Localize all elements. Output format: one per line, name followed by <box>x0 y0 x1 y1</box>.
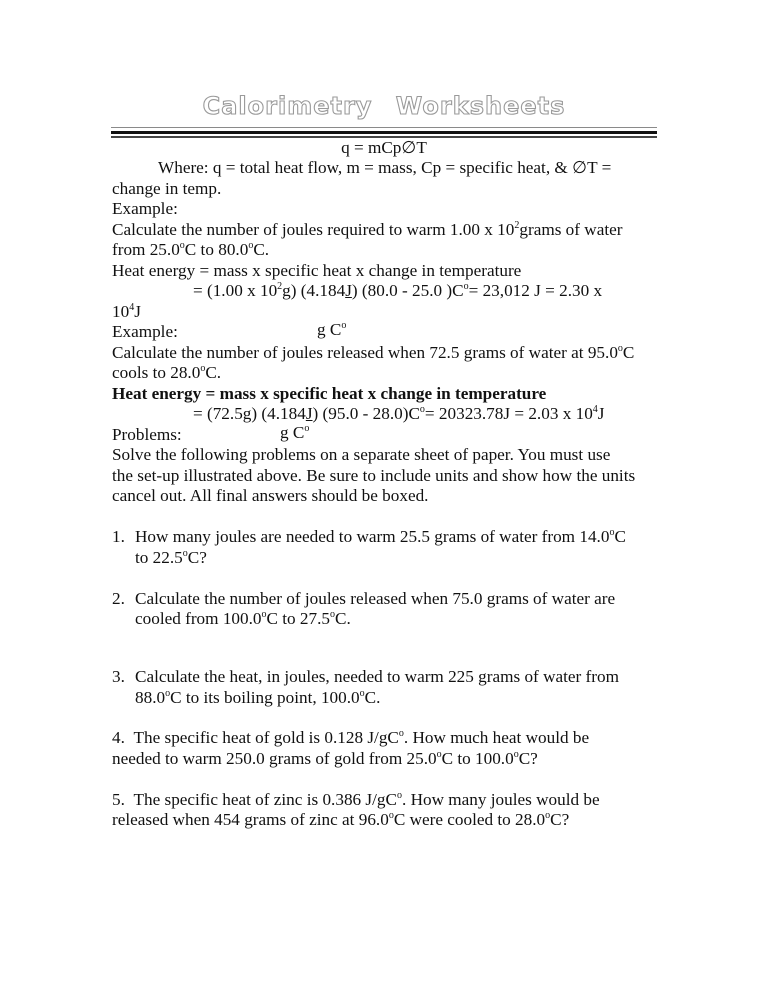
degree-sup: o <box>341 320 347 331</box>
text: released when 454 grams of zinc at 96.0 <box>112 810 389 829</box>
divider-thick <box>111 131 657 134</box>
text: C. <box>205 363 222 382</box>
text: cools to 28.0 <box>112 363 201 382</box>
text: needed to warm 250.0 grams of gold from 25.0 <box>112 748 437 768</box>
text: How many joules are needed to warm 25.5 grams of water from 14.0 <box>135 527 610 546</box>
text: . How much heat would be <box>403 728 590 747</box>
degree-sup: o <box>388 810 394 821</box>
example-1-setup: Heat energy = mass x specific heat x change in temperature <box>112 260 522 280</box>
degree-sup: o <box>436 748 442 760</box>
problem-text-line-1 <box>112 728 589 748</box>
degree-sup: o <box>182 547 188 559</box>
degree-sup: o <box>304 423 310 434</box>
problem-text-line-2 <box>112 810 569 830</box>
text: C to its boiling point, 100.0 <box>170 687 360 707</box>
problem-text-line-2 <box>112 749 538 769</box>
problem-text-line-2 <box>135 688 380 709</box>
problem-text-line-1 <box>135 667 619 688</box>
problems-heading: Problems: <box>112 424 182 444</box>
text: cooled from 100.0 <box>135 609 262 628</box>
example-1-calculation <box>193 281 602 301</box>
degree-sup: o <box>398 728 404 739</box>
example-1-heading: Example: <box>112 199 178 218</box>
problem-text-line-1 <box>112 790 600 810</box>
text: The specific heat of gold is 0.128 J/gC <box>133 728 399 747</box>
text: C. <box>364 687 381 707</box>
text: Calculate the number of joules released when 72.5 grams of water at 95.0 <box>112 342 618 362</box>
degree-sup: o <box>165 687 171 699</box>
problem-text-line-1 <box>135 527 626 548</box>
definition-line-1 <box>158 158 611 178</box>
text: C. <box>335 609 351 628</box>
degree-sup: o <box>463 281 469 292</box>
degree-sup: o <box>419 404 425 415</box>
degree-sup: o <box>330 609 336 620</box>
degree-sup: o <box>609 527 615 538</box>
text: C to 80.0 <box>184 240 249 259</box>
instructions-line-1: Solve the following problems on a separate sheet of paper. You must use <box>112 445 611 464</box>
text: ) (80.0 - 25.0 )C <box>351 281 464 300</box>
text: 88.0 <box>135 687 166 707</box>
degree-sup: o <box>513 748 519 760</box>
example-1-calculation-wrap <box>112 302 141 322</box>
problem-number: 2. <box>112 588 125 608</box>
example-2-heading: Example: <box>112 322 178 341</box>
degree-sup: o <box>179 240 185 251</box>
text: = (72.5g) (4.184 <box>193 404 306 423</box>
definition-text-end: T = <box>587 158 612 177</box>
text: from 25.0 <box>112 240 180 259</box>
problems-units-note <box>280 423 309 443</box>
text: C <box>614 527 626 546</box>
problem-number: 4. <box>112 728 125 747</box>
delta-symbol: ∅ <box>572 158 588 177</box>
heat-formula <box>111 138 657 158</box>
text: C? <box>187 547 207 567</box>
text: 10 <box>112 301 130 321</box>
problem-number: 1. <box>112 527 125 546</box>
text: ) (95.0 - 28.0)C <box>312 404 420 423</box>
text: g) (4.184 <box>282 281 346 300</box>
text: C to 100.0 <box>441 748 514 768</box>
text: g C <box>317 320 342 339</box>
text: to 22.5 <box>135 547 183 567</box>
example-2-calculation <box>193 404 605 424</box>
text: . How many joules would be <box>401 789 600 809</box>
delta-symbol: ∅ <box>401 138 417 157</box>
text: g C <box>280 423 305 442</box>
worksheet-title: Calorimetry Worksheets <box>202 92 566 120</box>
example-1-question-line-1 <box>112 220 622 240</box>
example-2-units-note <box>317 320 346 340</box>
instructions-line-2: the set-up illustrated above. Be sure to include units and show how the units <box>112 465 636 485</box>
underlined-unit: J <box>305 404 313 423</box>
superscript: 2 <box>277 281 283 292</box>
problem-number: 3. <box>112 667 125 686</box>
text: grams of water <box>519 219 623 239</box>
degree-sup: o <box>617 342 623 354</box>
text: C? <box>518 748 538 768</box>
text: The specific heat of zinc is 0.386 J/gC <box>133 789 397 809</box>
text: = 23,012 J = 2.30 x <box>468 281 603 300</box>
example-2-question-line-1 <box>112 343 634 363</box>
instructions-line-3: cancel out. All final answers should be boxed. <box>112 486 429 505</box>
example-2-setup: Heat energy = mass x specific heat x change in temperature <box>112 383 547 403</box>
text: J <box>597 404 605 423</box>
text: C to 27.5 <box>266 609 331 628</box>
formula-text: q = mCp <box>341 138 402 157</box>
text: = 20323.78J = 2.03 x 10 <box>424 404 593 423</box>
text: Calculate the number of joules required to warm 1.00 x 10 <box>112 219 515 239</box>
degree-sup: o <box>359 687 365 699</box>
underlined-unit: J <box>345 281 352 300</box>
degree-sup: o <box>261 609 267 620</box>
text: = (1.00 x 10 <box>193 281 278 300</box>
text: C <box>622 342 635 362</box>
degree-sup: o <box>396 789 402 801</box>
text: C. <box>253 240 270 259</box>
formula-t: T <box>416 138 427 157</box>
problem-text-line-1 <box>135 589 615 610</box>
degree-sup: o <box>545 810 551 821</box>
problem-text-line-2 <box>135 548 207 569</box>
text: C were cooled to 28.0 <box>393 810 546 829</box>
superscript: 4 <box>592 404 598 415</box>
divider-thin-top <box>111 127 657 128</box>
example-1-question-line-2 <box>112 240 269 260</box>
problem-number: 5. <box>112 789 125 809</box>
text: C? <box>550 810 570 829</box>
problem-text-line-2 <box>135 609 351 630</box>
definition-line-2: change in temp. <box>112 178 222 198</box>
degree-sup: o <box>200 363 206 374</box>
degree-sup: o <box>248 240 254 251</box>
text: Calculate the heat, in joules, needed to warm 225 grams of water from <box>135 667 619 686</box>
superscript: 4 <box>129 301 135 313</box>
text: Calculate the number of joules released when 75.0 grams of water are <box>135 588 616 608</box>
definition-text: Where: q = total heat flow, m = mass, Cp = specific heat, & <box>158 158 573 177</box>
superscript: 2 <box>514 219 520 231</box>
text: J <box>134 301 141 321</box>
example-2-question-line-2 <box>112 363 221 383</box>
